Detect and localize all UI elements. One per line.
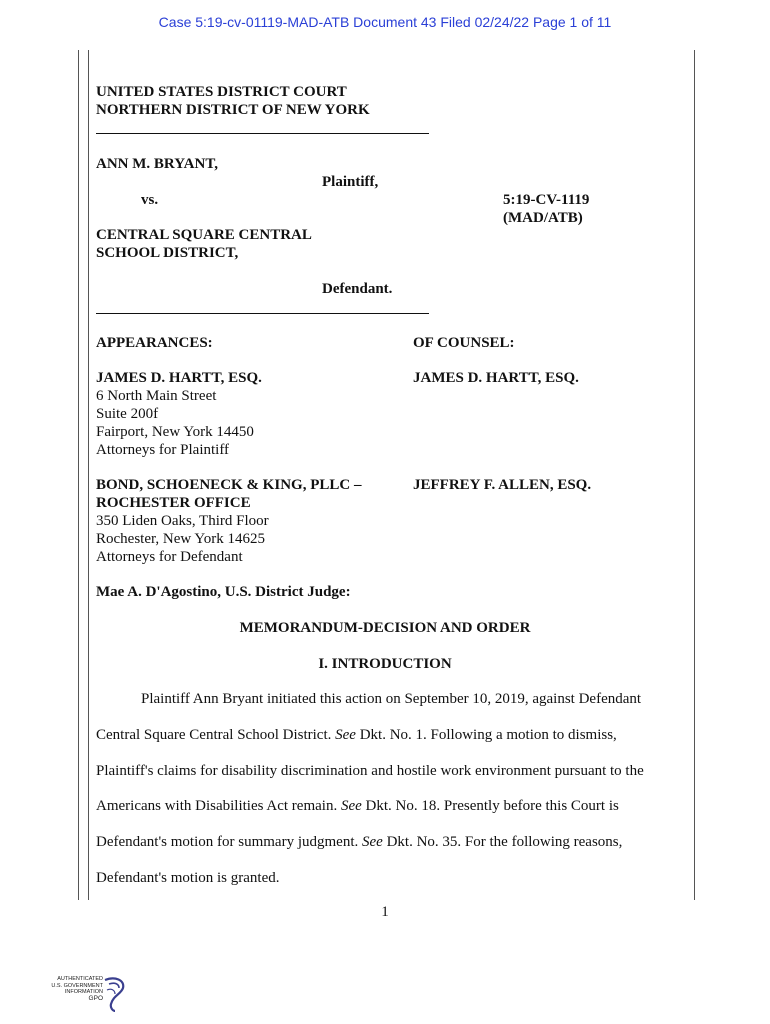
body-line-3: Plaintiff's claims for disability discrimination and hostile work environment pursuant to the bbox=[96, 763, 644, 779]
body-line-4: Americans with Disabilities Act remain. See Dkt. No. 18. Presently before this Court is bbox=[96, 798, 619, 814]
court-name: UNITED STATES DISTRICT COURT bbox=[96, 84, 347, 100]
judge-line: Mae A. D'Agostino, U.S. District Judge: bbox=[96, 584, 351, 600]
case-number: 5:19-CV-1119 bbox=[503, 192, 590, 208]
defendant-name-line2: SCHOOL DISTRICT, bbox=[96, 245, 239, 261]
defendant-counsel-role: Attorneys for Defendant bbox=[96, 549, 243, 565]
versus: vs. bbox=[141, 192, 159, 208]
plaintiff-counsel-address1: 6 North Main Street bbox=[96, 388, 217, 404]
right-margin-line bbox=[694, 50, 695, 900]
plaintiff-counsel-name: JAMES D. HARTT, ESQ. bbox=[96, 370, 262, 386]
plaintiff-counsel-address3: Fairport, New York 14450 bbox=[96, 424, 254, 440]
defendant-role: Defendant. bbox=[322, 281, 393, 297]
defendant-name-line1: CENTRAL SQUARE CENTRAL bbox=[96, 227, 312, 243]
body-line-2: Central Square Central School District. See Dkt. No. 1. Following a motion to dismiss, bbox=[96, 727, 617, 743]
plaintiff-counsel-block bbox=[96, 369, 262, 459]
body-line-6: Defendant's motion is granted. bbox=[96, 870, 280, 886]
plaintiff-name: ANN M. BRYANT, bbox=[96, 156, 218, 172]
page-number: 1 bbox=[381, 904, 389, 920]
case-header-stamp: Case 5:19-cv-01119-MAD-ATB Document 43 Filed 02/24/22 Page 1 of 11 bbox=[158, 14, 612, 30]
appearances-heading: APPEARANCES: bbox=[96, 335, 213, 351]
court-district: NORTHERN DISTRICT OF NEW YORK bbox=[96, 102, 370, 118]
eagle-icon bbox=[101, 976, 129, 1012]
defendant-counsel-block bbox=[96, 476, 361, 566]
plaintiff-counsel-address2: Suite 200f bbox=[96, 406, 159, 422]
section-heading: I. INTRODUCTION bbox=[318, 656, 452, 672]
caption-rule-top bbox=[96, 133, 429, 134]
caption-rule-bottom bbox=[96, 313, 429, 314]
plaintiff-counsel-role: Attorneys for Plaintiff bbox=[96, 442, 230, 458]
defendant-of-counsel: JEFFREY F. ALLEN, ESQ. bbox=[413, 477, 592, 493]
defendant-counsel-address1: 350 Liden Oaks, Third Floor bbox=[96, 513, 269, 529]
gpo-authentication-logo: AUTHENTICATED U.S. GOVERNMENT INFORMATION GPO bbox=[45, 976, 130, 1012]
document-title: MEMORANDUM-DECISION AND ORDER bbox=[239, 620, 531, 636]
body-line-1: Plaintiff Ann Bryant initiated this action on September 10, 2019, against Defendant bbox=[141, 691, 642, 707]
plaintiff-role: Plaintiff, bbox=[322, 174, 379, 190]
left-margin-line bbox=[78, 50, 79, 900]
left-inner-margin-line bbox=[88, 50, 89, 900]
case-judges: (MAD/ATB) bbox=[503, 210, 583, 226]
body-line-5: Defendant's motion for summary judgment. See Dkt. No. 35. For the following reasons, bbox=[96, 834, 623, 850]
of-counsel-heading: OF COUNSEL: bbox=[413, 335, 515, 351]
plaintiff-of-counsel: JAMES D. HARTT, ESQ. bbox=[413, 370, 579, 386]
defendant-counsel-address2: Rochester, New York 14625 bbox=[96, 531, 265, 547]
defendant-counsel-firm2: ROCHESTER OFFICE bbox=[96, 495, 251, 511]
defendant-counsel-firm1: BOND, SCHOENECK & KING, PLLC – bbox=[96, 477, 362, 493]
